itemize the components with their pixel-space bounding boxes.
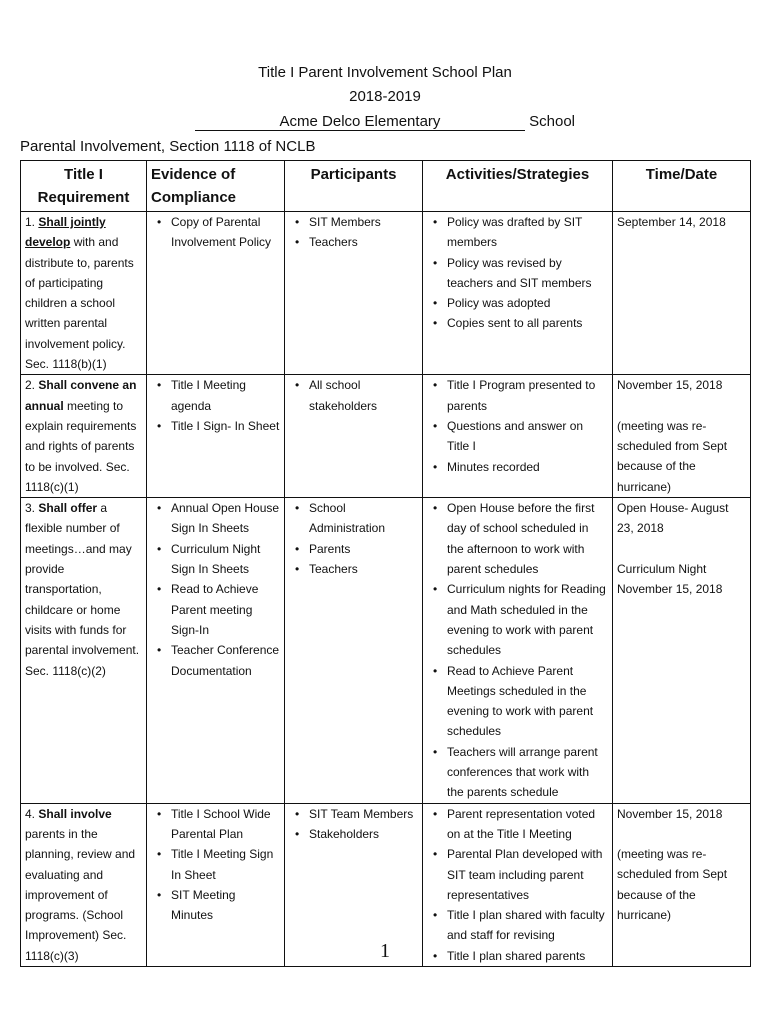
page-number: 1 — [380, 940, 390, 962]
participant-item: • School Administration — [301, 498, 418, 539]
table-row — [21, 212, 751, 375]
column-header-requirement: Title I Requirement — [21, 161, 147, 212]
requirement-text: with and distribute to, parents of participating children a school written parental involvement policy. Sec. 1118(b)(1) — [25, 235, 134, 372]
document-year: 2018-2019 — [349, 88, 421, 105]
time-entry: Curriculum Night November 15, 2018 — [617, 561, 723, 597]
evidence-cell — [147, 375, 285, 498]
activity-item: • Parent representation voted on at the Title I Meeting — [439, 804, 608, 845]
evidence-item: • Curriculum Night Sign In Sheets — [163, 539, 280, 580]
activity-item: • Copies sent to all parents — [439, 313, 608, 333]
school-name: Acme Delco Elementary — [195, 113, 525, 131]
document-title: Title I Parent Involvement School Plan — [258, 64, 512, 81]
requirement-text: meeting to explain requirements and rights of parents to be involved. Sec. 1118(c)(1) — [25, 398, 137, 494]
activities-cell — [423, 498, 613, 803]
requirement-cell — [21, 375, 147, 498]
requirement-number: 4. — [25, 806, 36, 821]
activity-item: • Curriculum nights for Reading and Math scheduled in the evening to work with parent schedules — [439, 579, 608, 660]
evidence-list — [151, 375, 280, 436]
time-cell — [613, 375, 751, 498]
time-entry: November 15, 2018 — [617, 378, 723, 393]
activity-item: • Open House before the first day of school scheduled in the afternoon to work with parent schedules — [439, 498, 608, 579]
plan-table — [20, 160, 751, 967]
time-entry: September 14, 2018 — [617, 215, 726, 229]
time-spacer — [617, 539, 746, 559]
evidence-cell — [147, 212, 285, 375]
section-subtitle: Parental Involvement, Section 1118 of NCLB — [20, 138, 316, 155]
column-header-evidence: Evidence of Compliance — [147, 161, 285, 212]
evidence-list — [151, 498, 280, 681]
requirement-keyword: Shall involve — [38, 806, 112, 821]
requirement-cell — [21, 498, 147, 803]
evidence-list — [151, 804, 280, 926]
evidence-item: • Title I School Wide Parental Plan — [163, 804, 280, 845]
activity-item: • Read to Achieve Parent Meetings scheduled in the evening to work with parent schedules — [439, 661, 608, 742]
time-entry: November 15, 2018 — [617, 806, 723, 821]
time-entry: (meeting was re-scheduled from Sept because of the hurricane) — [617, 418, 728, 494]
evidence-item: • Teacher Conference Documentation — [163, 640, 280, 681]
column-header-time: Time/Date — [613, 161, 751, 212]
activity-item: • Policy was drafted by SIT members — [439, 212, 608, 253]
participant-list — [289, 804, 418, 845]
activities-cell — [423, 212, 613, 375]
activity-list — [427, 212, 608, 334]
activity-item: • Questions and answer on Title I — [439, 416, 608, 457]
participant-item: • All school stakeholders — [301, 375, 418, 416]
requirement-text: parents in the planning, review and evaluating and improvement of programs. (School Improvement) Sec. 1118(c)(3) — [25, 826, 136, 963]
participant-item: • SIT Members — [301, 212, 418, 232]
table-row — [21, 375, 751, 498]
evidence-item: • SIT Meeting Minutes — [163, 885, 280, 926]
requirement-keyword: Shall offer — [38, 501, 98, 516]
requirement-number: 3. — [25, 501, 36, 516]
participants-cell — [285, 498, 423, 803]
evidence-item: • Copy of Parental Involvement Policy — [163, 212, 280, 253]
participant-list — [289, 498, 418, 579]
participant-item: • SIT Team Members — [301, 804, 418, 824]
activity-item: • Title I plan shared parents — [439, 946, 608, 966]
participant-item: • Stakeholders — [301, 824, 418, 844]
evidence-cell — [147, 498, 285, 803]
requirement-number: 1. — [25, 215, 36, 229]
time-spacer — [617, 396, 746, 416]
activity-item: • Teachers will arrange parent conferences that work with the parents schedule — [439, 742, 608, 803]
time-cell — [613, 212, 751, 375]
evidence-item: • Read to Achieve Parent meeting Sign-In — [163, 579, 280, 640]
column-header-participants: Participants — [285, 161, 423, 212]
table-header-row — [21, 161, 751, 212]
evidence-item: • Annual Open House Sign In Sheets — [163, 498, 280, 539]
participants-cell — [285, 375, 423, 498]
time-entry: Open House- August 23, 2018 — [617, 501, 729, 536]
school-suffix: School — [529, 113, 576, 130]
activity-list — [427, 498, 608, 802]
table-row — [21, 498, 751, 803]
activity-item: • Title I Program presented to parents — [439, 375, 608, 416]
column-header-activities: Activities/Strategies — [423, 161, 613, 212]
requirement-text: a flexible number of meetings…and may provide transportation, childcare or home visits with funds for parental involvement. Sec. 1118(c)(2) — [25, 501, 140, 678]
evidence-item: • Title I Meeting Sign In Sheet — [163, 844, 280, 885]
participant-list — [289, 375, 418, 416]
participants-cell — [285, 212, 423, 375]
evidence-item: • Title I Sign- In Sheet — [163, 416, 280, 436]
activity-item: • Title I plan shared with faculty and staff for revising — [439, 905, 608, 946]
school-line — [0, 113, 770, 131]
requirement-cell — [21, 212, 147, 375]
participant-item: • Teachers — [301, 232, 418, 252]
activity-list — [427, 375, 608, 476]
participant-item: • Teachers — [301, 559, 418, 579]
requirement-number: 2. — [25, 378, 36, 393]
activity-item: • Minutes recorded — [439, 457, 608, 477]
activities-cell — [423, 375, 613, 498]
activity-item: • Parental Plan developed with SIT team including parent representatives — [439, 844, 608, 905]
requirement-keyword: Shall convene an annual — [25, 378, 137, 413]
participant-item: • Parents — [301, 539, 418, 559]
requirement-keyword: Shall jointly develop — [25, 215, 106, 250]
evidence-item: • Title I Meeting agenda — [163, 375, 280, 416]
time-entry: (meeting was re-scheduled from Sept because of the hurricane) — [617, 846, 728, 922]
activity-item: • Policy was adopted — [439, 293, 608, 313]
time-cell — [613, 498, 751, 803]
evidence-list — [151, 212, 280, 253]
time-spacer — [617, 824, 746, 844]
participant-list — [289, 212, 418, 253]
activity-item: • Policy was revised by teachers and SIT members — [439, 253, 608, 294]
